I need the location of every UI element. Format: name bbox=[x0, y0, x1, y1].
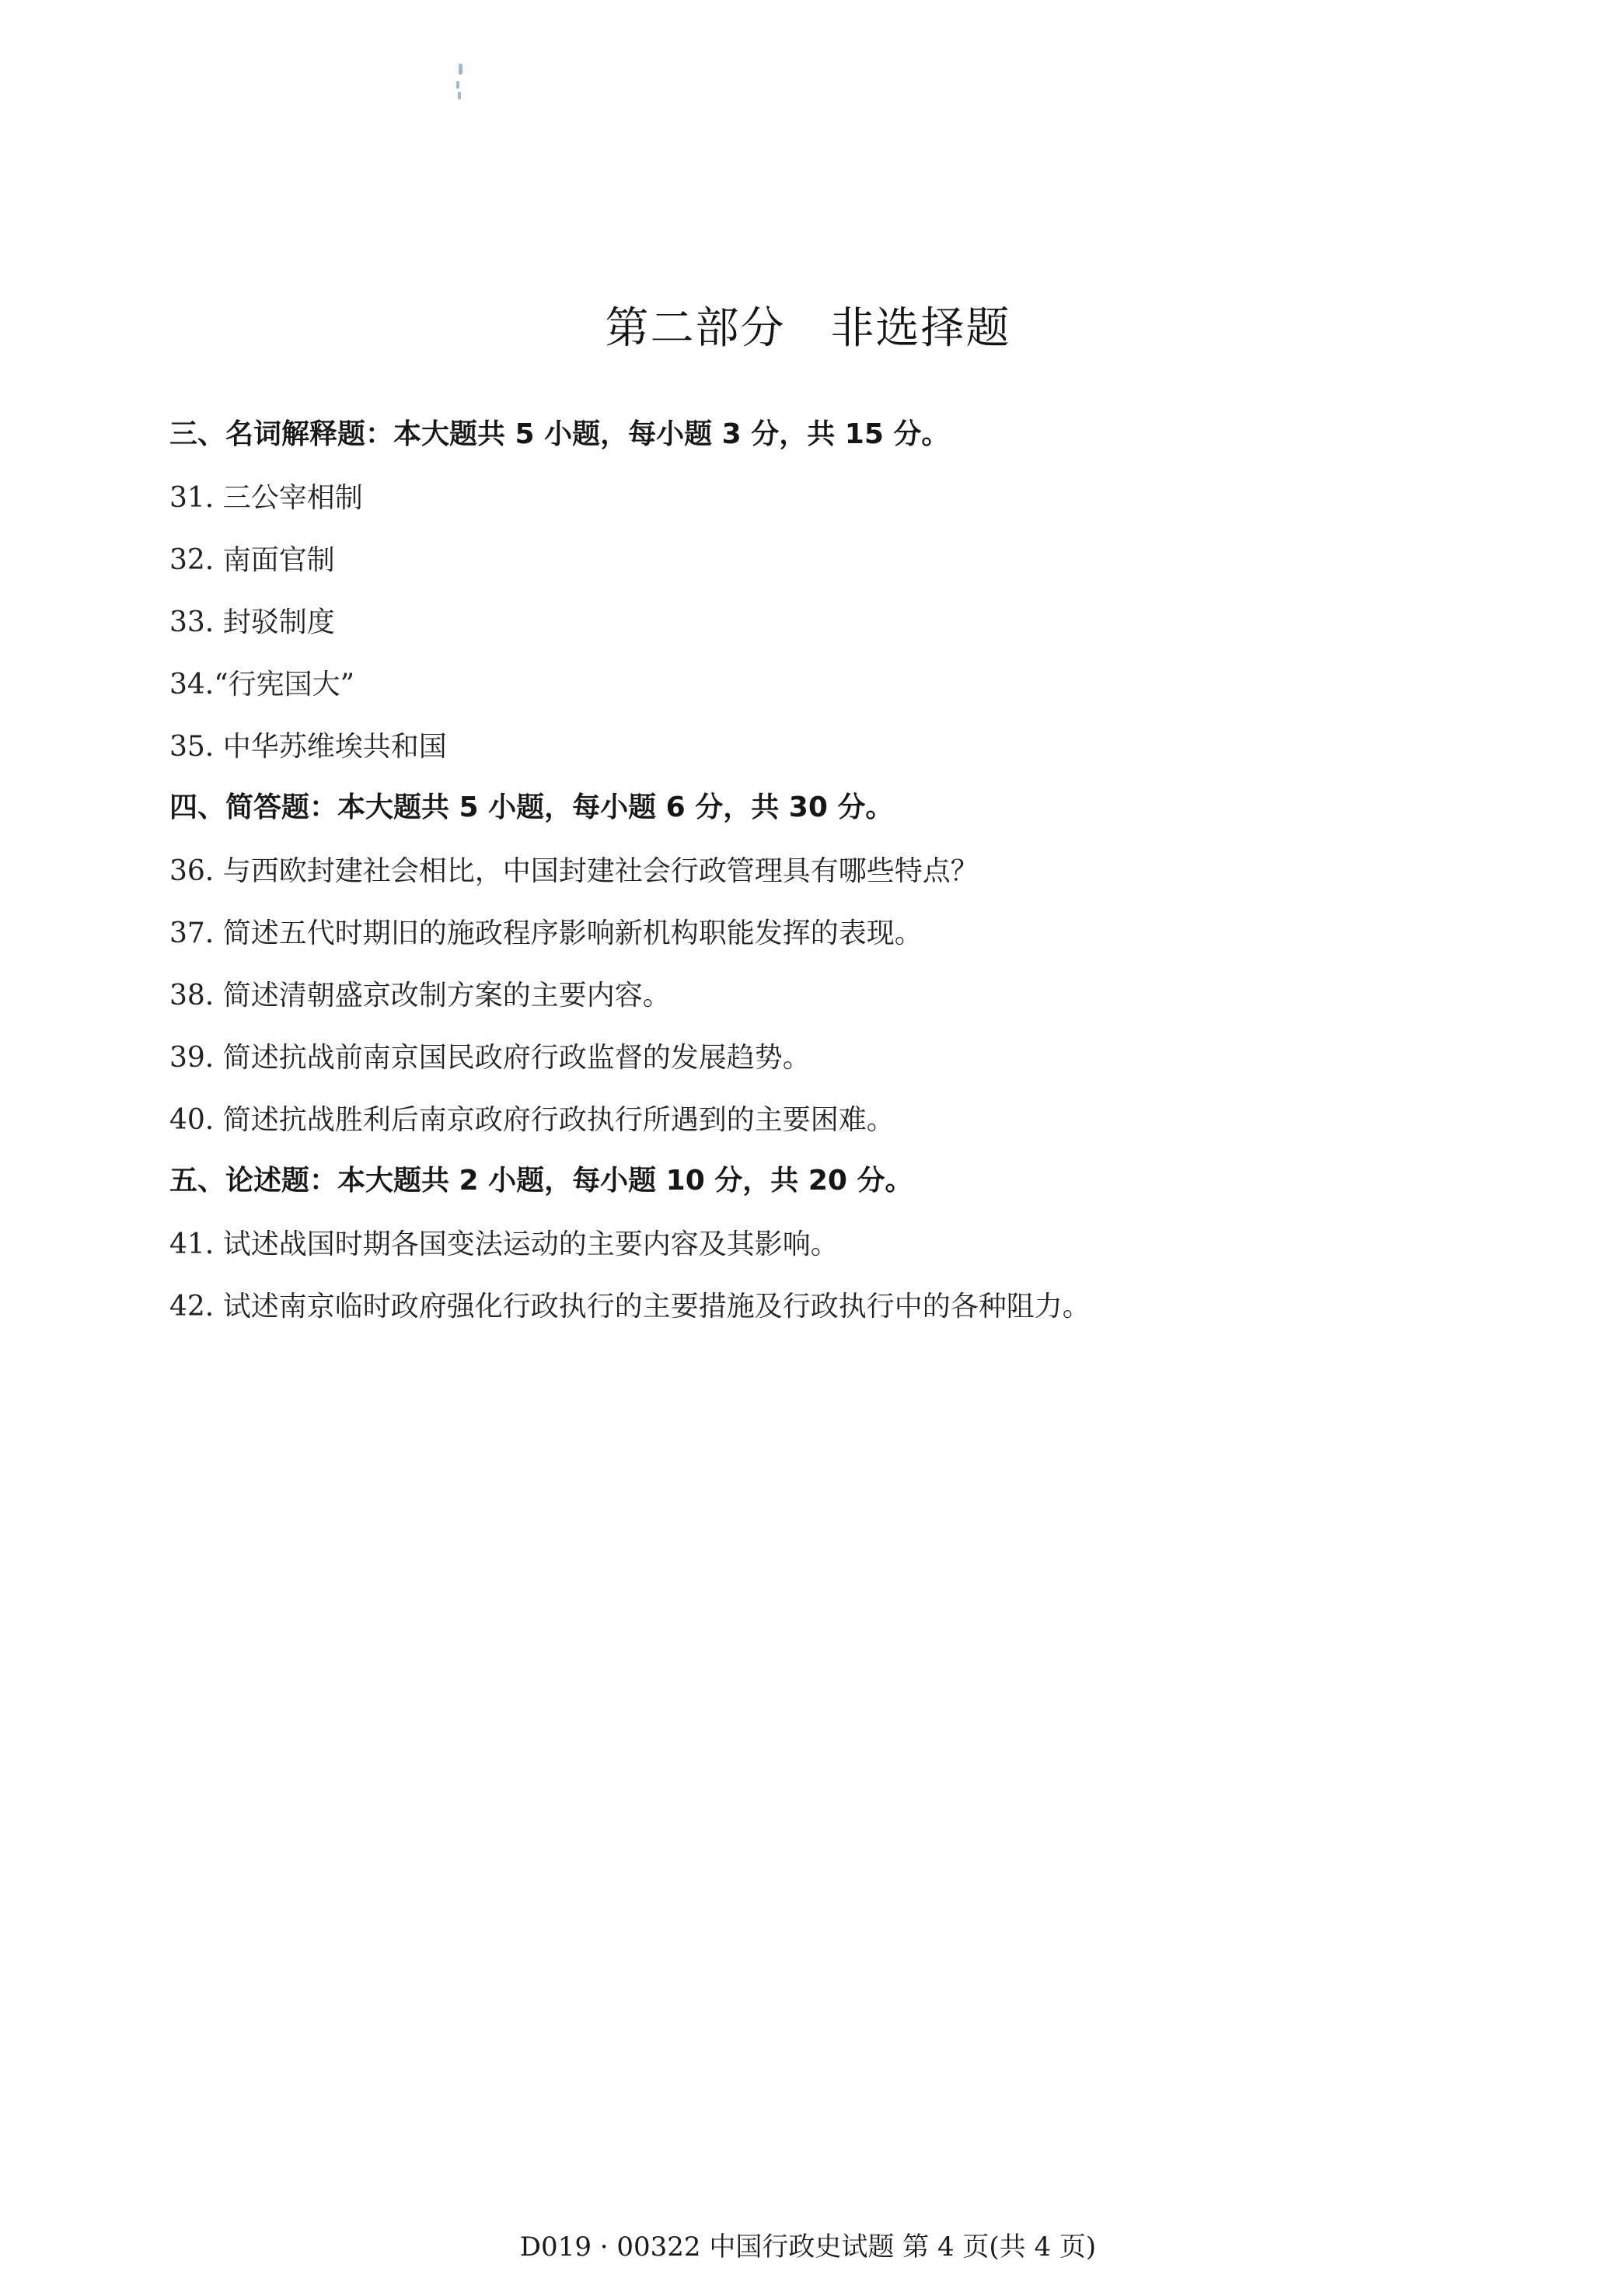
question-36: 36. 与西欧封建社会相比，中国封建社会行政管理具有哪些特点？ bbox=[169, 855, 979, 887]
question-41: 41. 试述战国时期各国变法运动的主要内容及其影响。 bbox=[169, 1228, 839, 1260]
question-32: 32. 南面官制 bbox=[169, 544, 335, 576]
question-38: 38. 简述清朝盛京改制方案的主要内容。 bbox=[169, 980, 671, 1012]
section-heading-essay: 五、论述题：本大题共 2 小题，每小题 10 分，共 20 分。 bbox=[169, 1165, 913, 1197]
section-heading-short-answer: 四、简答题：本大题共 5 小题，每小题 6 分，共 30 分。 bbox=[169, 792, 894, 823]
scan-mark bbox=[458, 92, 461, 100]
page-footer: D019 · 00322 中国行政史试题 第 4 页(共 4 页) bbox=[519, 2231, 1097, 2263]
section-heading-term-explanation: 三、名词解释题：本大题共 5 小题，每小题 3 分，共 15 分。 bbox=[169, 418, 950, 450]
question-34: 34.“行宪国大” bbox=[169, 669, 355, 701]
question-39: 39. 简述抗战前南京国民政府行政监督的发展趋势。 bbox=[169, 1042, 811, 1074]
part-title: 第二部分 非选择题 bbox=[605, 303, 1011, 354]
scan-mark bbox=[459, 64, 462, 75]
question-31: 31. 三公宰相制 bbox=[169, 482, 363, 514]
question-35: 35. 中华苏维埃共和国 bbox=[169, 731, 447, 763]
question-42: 42. 试述南京临时政府强化行政执行的主要措施及行政执行中的各种阻力。 bbox=[169, 1291, 1091, 1323]
question-33: 33. 封驳制度 bbox=[169, 606, 335, 638]
scan-mark bbox=[456, 81, 459, 89]
question-37: 37. 简述五代时期旧的施政程序影响新机构职能发挥的表现。 bbox=[169, 917, 923, 949]
question-40: 40. 简述抗战胜利后南京政府行政执行所遇到的主要困难。 bbox=[169, 1104, 895, 1136]
